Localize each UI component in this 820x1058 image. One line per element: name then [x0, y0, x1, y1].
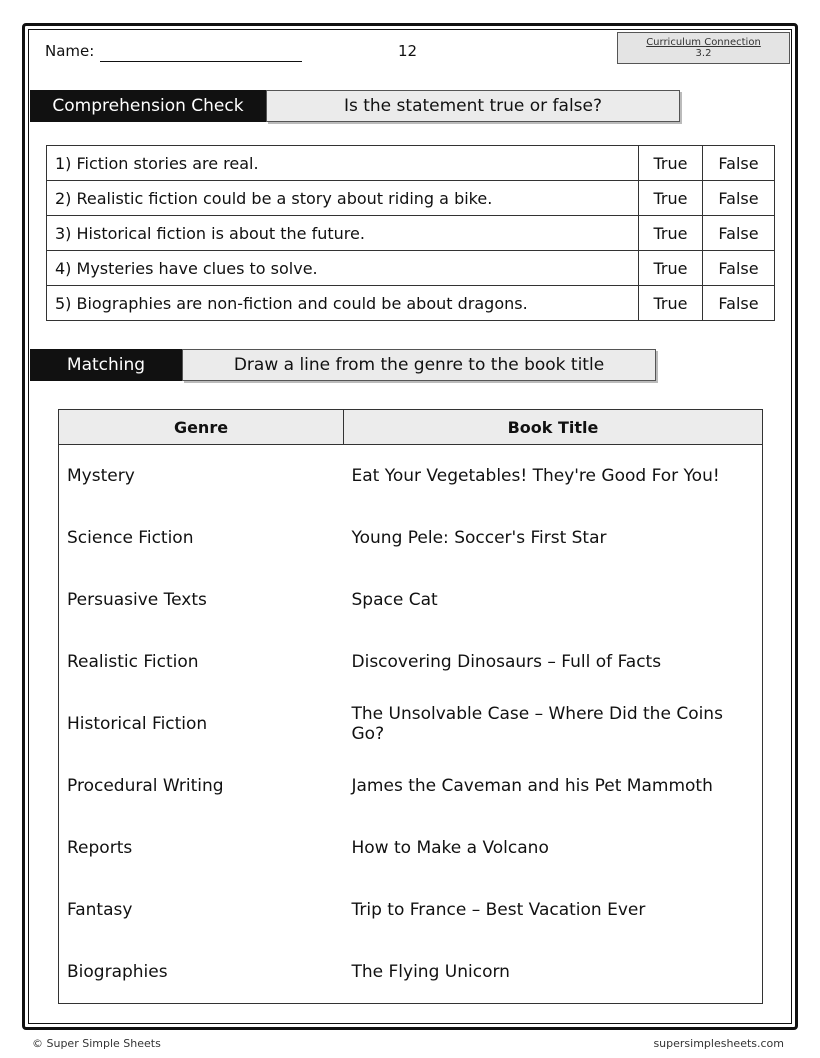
statement-text: 1) Fiction stories are real.	[47, 146, 639, 181]
statement-text: 2) Realistic fiction could be a story about riding a bike.	[47, 181, 639, 216]
matching-table	[58, 409, 763, 1004]
false-option[interactable]: False	[703, 216, 775, 251]
true-option[interactable]: True	[639, 251, 703, 286]
false-option[interactable]: False	[703, 181, 775, 216]
statement-row	[47, 251, 775, 286]
matching-section-bar	[30, 349, 656, 381]
statement-row	[47, 216, 775, 251]
book-title-header: Book Title	[344, 410, 763, 445]
genre-item[interactable]: Science Fiction	[67, 528, 194, 548]
genre-header: Genre	[59, 410, 344, 445]
matching-row	[59, 445, 763, 508]
matching-row	[59, 755, 763, 817]
curriculum-connection-code: 3.2	[695, 48, 712, 59]
true-option[interactable]: True	[639, 216, 703, 251]
matching-row	[59, 631, 763, 693]
statement-text: 3) Historical fiction is about the future.	[47, 216, 639, 251]
genre-item[interactable]: Realistic Fiction	[67, 652, 199, 672]
book-title-item[interactable]: Young Pele: Soccer's First Star	[351, 528, 607, 548]
statement-row	[47, 286, 775, 321]
matching-instruction: Draw a line from the genre to the book title	[182, 349, 656, 381]
true-option[interactable]: True	[639, 181, 703, 216]
footer-website: supersimplesheets.com	[653, 1037, 784, 1050]
page-number: 12	[398, 42, 418, 60]
matching-row	[59, 817, 763, 879]
book-title-item[interactable]: Eat Your Vegetables! They're Good For You!	[351, 466, 720, 486]
book-title-item[interactable]: James the Caveman and his Pet Mammoth	[351, 776, 713, 796]
matching-row	[59, 693, 763, 755]
true-option[interactable]: True	[639, 286, 703, 321]
matching-label: Matching	[30, 349, 182, 381]
comprehension-check-label: Comprehension Check	[30, 90, 266, 122]
statement-text: 4) Mysteries have clues to solve.	[47, 251, 639, 286]
book-title-item[interactable]: How to Make a Volcano	[351, 838, 549, 858]
curriculum-connection-box	[617, 32, 790, 64]
book-title-item[interactable]: Trip to France – Best Vacation Ever	[351, 900, 646, 920]
comprehension-instruction: Is the statement true or false?	[266, 90, 680, 122]
matching-row	[59, 569, 763, 631]
comprehension-section-bar	[30, 90, 680, 122]
book-title-item[interactable]: The Unsolvable Case – Where Did the Coins Go?	[351, 704, 723, 744]
genre-item[interactable]: Reports	[67, 838, 133, 858]
false-option[interactable]: False	[703, 286, 775, 321]
book-title-item[interactable]: The Flying Unicorn	[351, 962, 510, 982]
genre-item[interactable]: Mystery	[67, 466, 135, 486]
book-title-item[interactable]: Space Cat	[351, 590, 438, 610]
statement-text: 5) Biographies are non-fiction and could be about dragons.	[47, 286, 639, 321]
genre-item[interactable]: Biographies	[67, 962, 168, 982]
genre-item[interactable]: Procedural Writing	[67, 776, 224, 796]
statement-row	[47, 181, 775, 216]
matching-row	[59, 507, 763, 569]
footer-copyright: © Super Simple Sheets	[32, 1037, 161, 1050]
name-label: Name:	[45, 42, 95, 60]
name-blank[interactable]	[100, 61, 302, 62]
true-false-table	[46, 145, 775, 321]
true-option[interactable]: True	[639, 146, 703, 181]
book-title-item[interactable]: Discovering Dinosaurs – Full of Facts	[351, 652, 662, 672]
statement-row	[47, 146, 775, 181]
genre-item[interactable]: Historical Fiction	[67, 714, 208, 734]
matching-row	[59, 879, 763, 941]
false-option[interactable]: False	[703, 251, 775, 286]
curriculum-connection-title: Curriculum Connection	[646, 37, 761, 48]
genre-item[interactable]: Fantasy	[67, 900, 133, 920]
genre-item[interactable]: Persuasive Texts	[67, 590, 207, 610]
matching-row	[59, 941, 763, 1004]
false-option[interactable]: False	[703, 146, 775, 181]
